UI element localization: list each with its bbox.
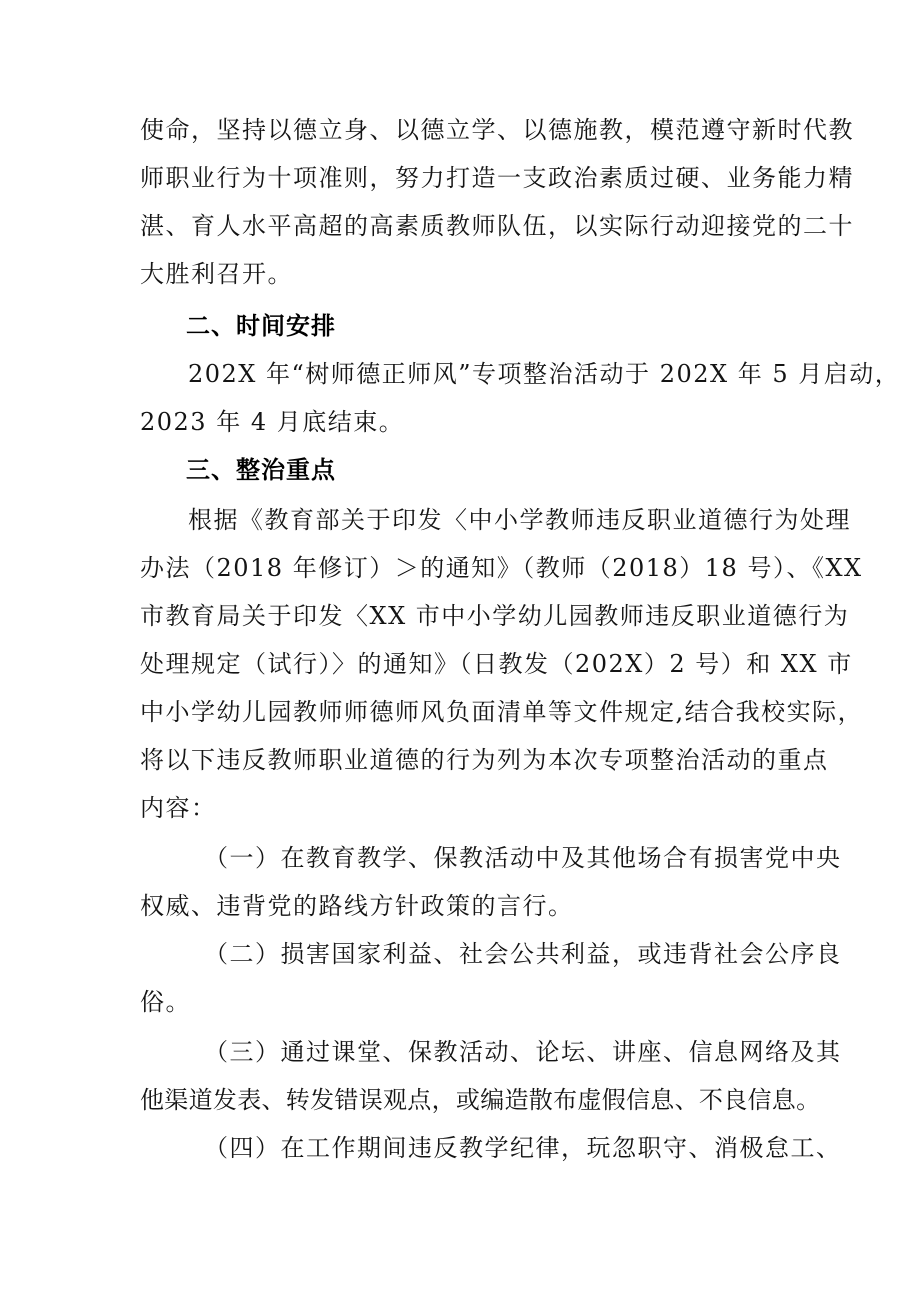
list-item (140, 1028, 842, 1124)
item-3-line-1: （三）通过课堂、保教活动、论坛、讲座、信息网络及其 (204, 1038, 842, 1066)
section-three-line-2: 办法（2018 年修订）＞的通知》（教师（2018）18 号）、《XX (140, 554, 863, 582)
section-three-line-1: 根据《教育部关于印发〈中小学教师违反职业道德行为处理 (188, 506, 851, 534)
intro-line-1: 使命，坚持以德立身、以德立学、以德施教，模范遵守新时代教 (140, 116, 854, 144)
item-1-line-1: （一）在教育教学、保教活动中及其他场合有损害党中央 (204, 844, 842, 872)
section-three-line-7: 内容： (140, 794, 217, 822)
intro-line-2: 师职业行为十项准则，努力打造一支政治素质过硬、业务能力精 (140, 164, 854, 192)
item-1-line-2: 权威、违背党的路线方针政策的言行。 (140, 892, 574, 920)
section-two-heading: 二、时间安排 (186, 312, 336, 340)
section-three-line-6: 将以下违反教师职业道德的行为列为本次专项整治活动的重点 (140, 746, 829, 774)
section-three-line-3: 市教育局关于印发〈XX 市中小学幼儿园教师违反职业道德行为 (140, 602, 850, 630)
section-three-heading: 三、整治重点 (186, 456, 336, 484)
section-two-paragraph (140, 350, 901, 446)
list-item (140, 930, 842, 1026)
section-three-line-5: 中小学幼儿园教师师德师风负面清单等文件规定,结合我校实际， (140, 698, 864, 726)
intro-paragraph (140, 106, 854, 298)
list-item (140, 834, 842, 930)
section-two-line-1: 202X 年“树师德正师风”专项整治活动于 202X 年 5 月启动， (188, 360, 901, 388)
item-4-line-1: （四）在工作期间违反教学纪律，玩忽职守、消极怠工、 (204, 1134, 842, 1162)
item-3-line-2: 他渠道发表、转发错误观点，或编造散布虚假信息、不良信息。 (140, 1086, 821, 1114)
item-2-line-1: （二）损害国家利益、社会公共利益，或违背社会公序良 (204, 940, 842, 968)
intro-line-3: 湛、育人水平高超的高素质教师队伍，以实际行动迎接党的二十 (140, 212, 854, 240)
intro-line-4: 大胜利召开。 (140, 260, 293, 288)
section-two-line-2: 2023 年 4 月底结束。 (140, 408, 405, 436)
list-item (140, 1124, 842, 1172)
item-2-line-2: 俗。 (140, 988, 191, 1016)
section-three-line-4: 处理规定（试行）〉的通知》（日教发（202X）2 号）和 XX 市 (140, 650, 853, 678)
section-three-paragraph (140, 496, 864, 832)
